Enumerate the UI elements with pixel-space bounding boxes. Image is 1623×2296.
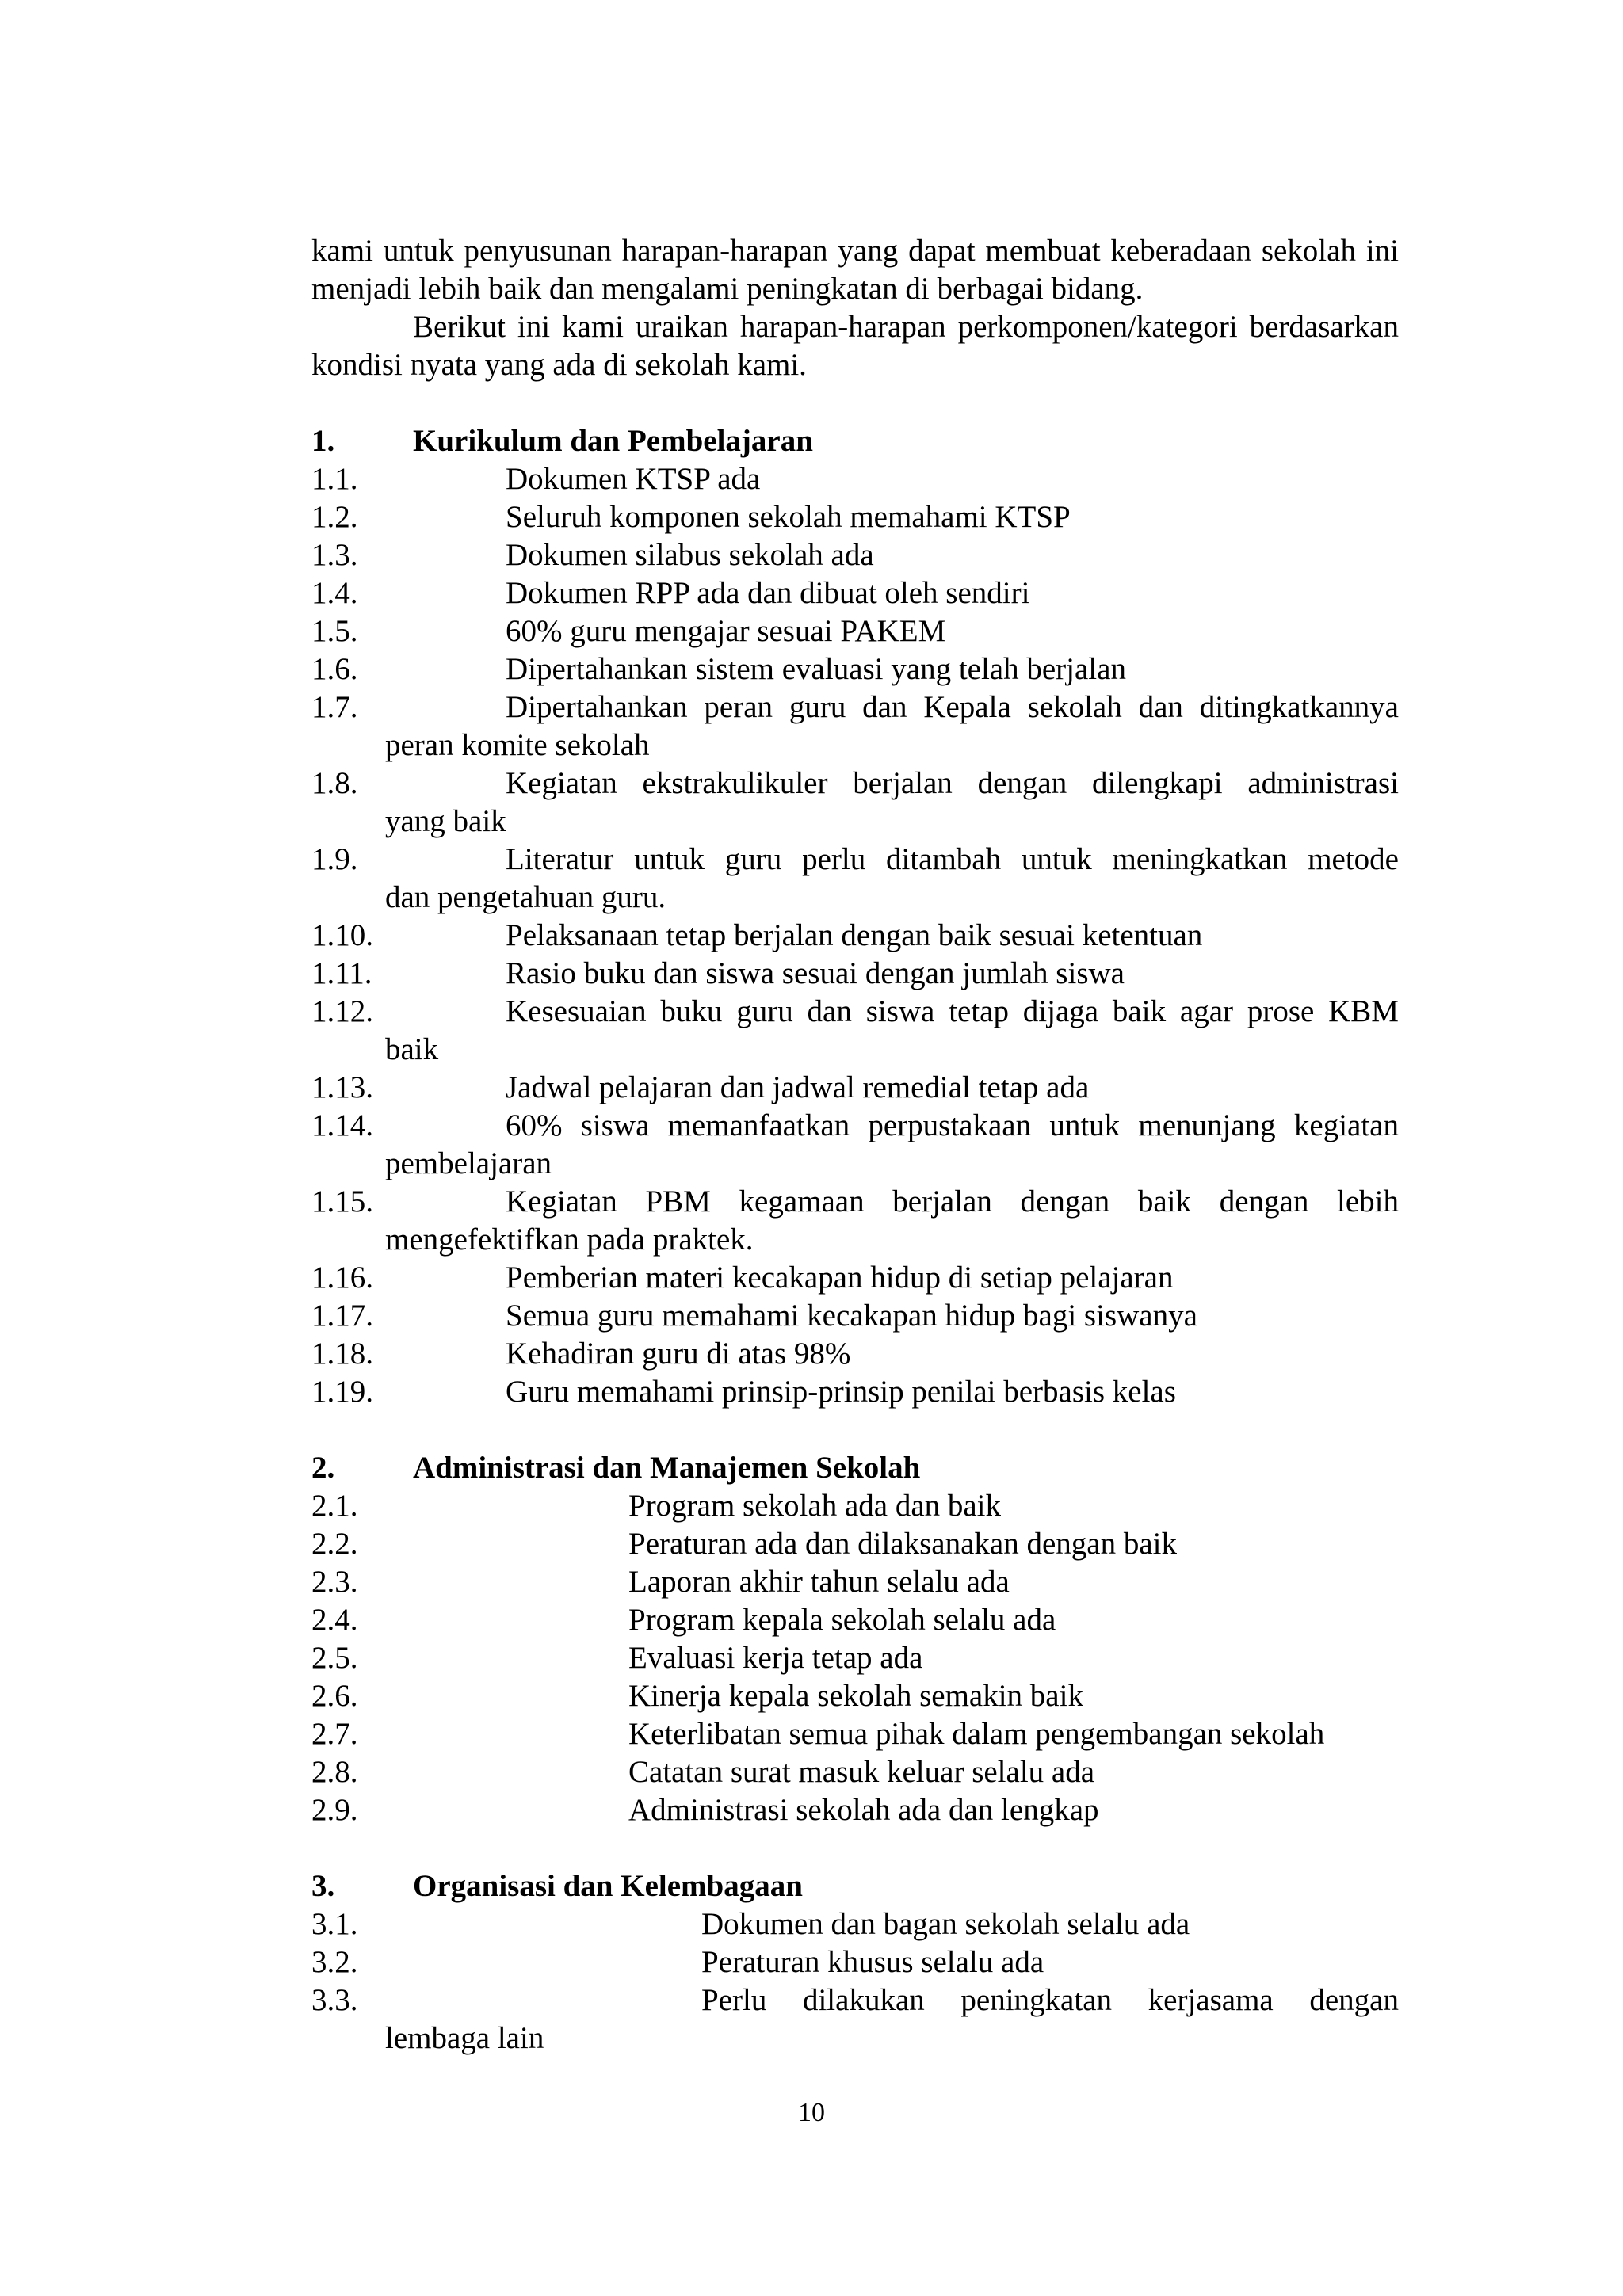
item-number: 1.19. (311, 1375, 373, 1409)
item-number: 1.7. (311, 690, 358, 724)
item-number: 1.3. (311, 538, 358, 572)
item-number: 2.8. (311, 1755, 358, 1789)
list-item (311, 1677, 1399, 1715)
item-number: 3.3. (311, 1983, 358, 2017)
item-number: 1.17. (311, 1299, 373, 1333)
item-text: Rasio buku dan siswa sesuai dengan jumlah siswa (506, 956, 1125, 990)
item-number: 2.9. (311, 1793, 358, 1827)
intro-paragraph-1: kami untuk penyusunan harapan-harapan yang dapat membuat keberadaan sekolah ini menjadi lebih baik dan mengalami peningkatan di berbagai bidang. (311, 234, 1399, 306)
item-text: 60% guru mengajar sesuai PAKEM (506, 614, 946, 648)
item-number: 3.2. (311, 1945, 358, 1979)
list-item (311, 1487, 1399, 1525)
item-number: 1.14. (311, 1108, 373, 1142)
list-item (311, 650, 1399, 688)
item-number: 2.3. (311, 1565, 358, 1599)
item-text: Dipertahankan sistem evaluasi yang telah berjalan (506, 652, 1126, 686)
item-text: Evaluasi kerja tetap ada (628, 1641, 923, 1675)
list-item (311, 498, 1399, 536)
item-number: 1.16. (311, 1261, 373, 1295)
item-text: Kinerja kepala sekolah semakin baik (628, 1679, 1083, 1713)
item-number: 1.1. (311, 462, 358, 496)
item-text: Program sekolah ada dan baik (628, 1489, 1002, 1523)
item-number: 2.5. (311, 1641, 358, 1675)
list-item (311, 1639, 1399, 1677)
item-text: Laporan akhir tahun selalu ada (628, 1565, 1010, 1599)
list-item (311, 1563, 1399, 1601)
item-text: 60% siswa memanfaatkan perpustakaan untuk menunjang kegiatan (506, 1108, 1399, 1142)
list-item (311, 1981, 1399, 2058)
item-text: Dokumen silabus sekolah ada (506, 538, 874, 572)
list-item (311, 1525, 1399, 1563)
item-text: Kegiatan PBM kegamaan berjalan dengan baik dengan lebih (506, 1184, 1399, 1219)
item-text: Dokumen dan bagan sekolah selalu ada (701, 1907, 1190, 1941)
item-text: Keterlibatan semua pihak dalam pengembangan sekolah (628, 1717, 1325, 1751)
list-item (311, 1791, 1399, 1829)
list-item (311, 993, 1399, 1069)
list-item (311, 955, 1399, 993)
item-number: 2.7. (311, 1717, 358, 1751)
item-number: 1.11. (311, 956, 372, 990)
list-item (311, 1373, 1399, 1411)
item-text: Jadwal pelajaran dan jadwal remedial tetap ada (506, 1070, 1090, 1104)
item-text-continuation: mengefektifkan pada praktek. (385, 1222, 754, 1257)
item-number: 1.18. (311, 1337, 373, 1371)
item-number: 1.12. (311, 994, 373, 1028)
list-item (311, 1183, 1399, 1259)
item-text-continuation: baik (385, 1032, 439, 1066)
item-text: Catatan surat masuk keluar selalu ada (628, 1755, 1095, 1789)
item-text: Guru memahami prinsip-prinsip penilai berbasis kelas (506, 1375, 1176, 1409)
list-item (311, 841, 1399, 917)
item-text: Kegiatan ekstrakulikuler berjalan dengan dilengkapi administrasi (506, 766, 1399, 800)
item-number: 1.10. (311, 918, 373, 952)
item-text: Literatur untuk guru perlu ditambah untuk meningkatkan metode (506, 842, 1399, 876)
list-item (311, 1107, 1399, 1183)
item-number: 1.8. (311, 766, 358, 800)
item-text-continuation: yang baik (385, 804, 506, 838)
item-number: 1.4. (311, 576, 358, 610)
item-text: Peraturan khusus selalu ada (701, 1945, 1044, 1979)
intro-paragraph-2: Berikut ini kami uraikan harapan-harapan perkomponen/kategori berdasarkan kondisi nyata yang ada di sekolah kami. (311, 310, 1399, 382)
list-item (311, 1069, 1399, 1107)
list-item (311, 688, 1399, 765)
list-item (311, 1943, 1399, 1981)
section-title: Administrasi dan Manajemen Sekolah (413, 1451, 921, 1485)
item-number: 2.1. (311, 1489, 358, 1523)
item-text: Administrasi sekolah ada dan lengkap (628, 1793, 1099, 1827)
item-number: 1.15. (311, 1184, 373, 1219)
item-text-continuation: pembelajaran (385, 1146, 552, 1180)
list-item (311, 612, 1399, 650)
section-title: Kurikulum dan Pembelajaran (413, 424, 813, 458)
section-heading (311, 422, 1399, 460)
page-number: 10 (798, 2098, 825, 2127)
list-item (311, 765, 1399, 841)
item-text: Dokumen KTSP ada (506, 462, 761, 496)
item-text: Pelaksanaan tetap berjalan dengan baik sesuai ketentuan (506, 918, 1203, 952)
item-number: 1.2. (311, 500, 358, 534)
item-number: 1.13. (311, 1070, 373, 1104)
list-item (311, 1601, 1399, 1639)
item-text: Program kepala sekolah selalu ada (628, 1603, 1056, 1637)
list-item (311, 1715, 1399, 1753)
section-number: 2. (311, 1451, 335, 1485)
document-page (311, 232, 1399, 2058)
section-kurikulum (311, 422, 1399, 1411)
list-item (311, 536, 1399, 574)
item-number: 1.9. (311, 842, 358, 876)
item-text: Kehadiran guru di atas 98% (506, 1337, 851, 1371)
section-heading (311, 1449, 1399, 1487)
section-heading (311, 1867, 1399, 1905)
section-number: 1. (311, 424, 335, 458)
item-text: Dipertahankan peran guru dan Kepala sekolah dan ditingkatkannya (506, 690, 1399, 724)
item-number: 1.5. (311, 614, 358, 648)
item-text: Dokumen RPP ada dan dibuat oleh sendiri (506, 576, 1030, 610)
list-item (311, 1753, 1399, 1791)
list-item (311, 1297, 1399, 1335)
list-item (311, 460, 1399, 498)
list-item (311, 1259, 1399, 1297)
item-text: Semua guru memahami kecakapan hidup bagi siswanya (506, 1299, 1197, 1333)
item-text-continuation: lembaga lain (385, 2021, 544, 2055)
section-number: 3. (311, 1869, 335, 1903)
list-item (311, 574, 1399, 612)
item-text: Peraturan ada dan dilaksanakan dengan baik (628, 1527, 1177, 1561)
list-item (311, 917, 1399, 955)
section-organisasi (311, 1867, 1399, 2058)
item-number: 2.6. (311, 1679, 358, 1713)
list-item (311, 1335, 1399, 1373)
item-number: 2.2. (311, 1527, 358, 1561)
item-number: 3.1. (311, 1907, 358, 1941)
item-number: 2.4. (311, 1603, 358, 1637)
section-title: Organisasi dan Kelembagaan (413, 1869, 803, 1903)
section-administrasi (311, 1449, 1399, 1829)
list-item (311, 1905, 1399, 1943)
item-text: Kesesuaian buku guru dan siswa tetap dijaga baik agar prose KBM (506, 994, 1399, 1028)
item-text-continuation: dan pengetahuan guru. (385, 880, 666, 914)
item-text: Perlu dilakukan peningkatan kerjasama dengan (701, 1983, 1399, 2017)
item-text: Seluruh komponen sekolah memahami KTSP (506, 500, 1071, 534)
item-text-continuation: peran komite sekolah (385, 728, 650, 762)
item-number: 1.6. (311, 652, 358, 686)
item-text: Pemberian materi kecakapan hidup di setiap pelajaran (506, 1261, 1174, 1295)
